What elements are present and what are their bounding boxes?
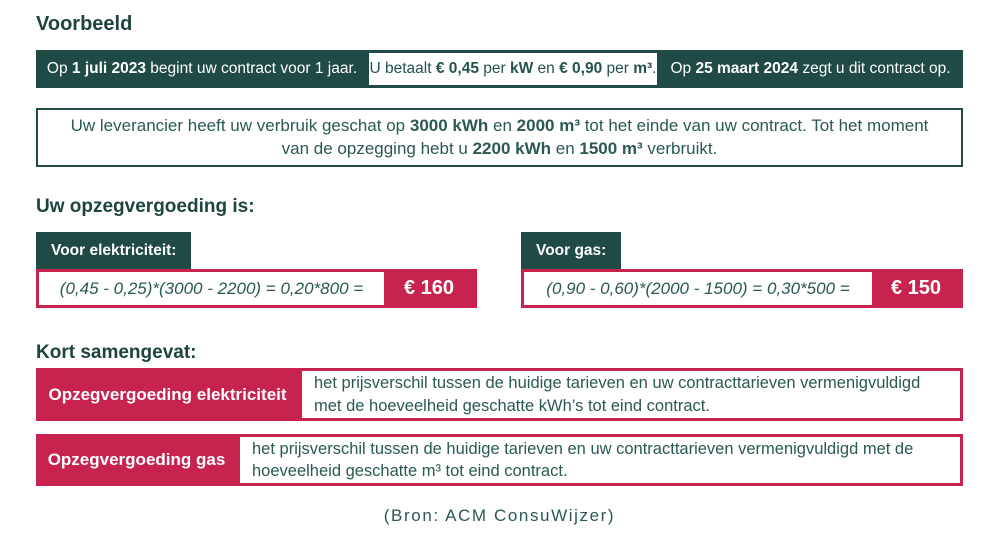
- gas-formula: (0,90 - 0,60)*(2000 - 1500) = 0,30*500 =: [546, 278, 850, 298]
- timeline-cancel-box: [658, 50, 963, 88]
- gas-result: € 150: [872, 272, 960, 305]
- timeline-bar: [36, 50, 963, 88]
- estimate-box: [36, 108, 963, 167]
- summary-description-gas: het prijsverschil tussen de huidige tarieven en uw contracttarieven vermenigvuldigd met de hoeveelheid geschatte m³ tot eind contract.: [237, 434, 963, 486]
- timeline-price-text: U betaalt € 0,45 per kW en € 0,90 per m³.: [369, 60, 657, 77]
- gas-formula-row: [521, 269, 963, 308]
- summary-row-electricity: [36, 368, 963, 421]
- page-title: Voorbeeld: [36, 13, 133, 35]
- timeline-start-text: Op 1 juli 2023 begint uw contract voor 1 jaar.: [46, 60, 358, 77]
- electricity-tab: [36, 232, 191, 269]
- summary-description-electricity: het prijsverschil tussen de huidige tarieven en uw contracttarieven vermenigvuldigd met de hoeveelheid geschatte kWh’s tot eind contract.: [299, 368, 963, 421]
- summary-label-gas: Opzegvergoeding gas: [36, 434, 237, 486]
- electricity-result: € 160: [384, 272, 474, 305]
- source-caption: (Bron: ACM ConsuWijzer): [383, 506, 616, 525]
- electricity-tab-label: Voor elektriciteit:: [51, 241, 177, 259]
- summary-label-electricity: Opzegvergoeding elektriciteit: [36, 368, 299, 421]
- fee-heading: Uw opzegvergoeding is:: [36, 196, 255, 217]
- gas-tab: [521, 232, 621, 269]
- timeline-start-box: [36, 50, 368, 88]
- summary-heading: Kort samengevat:: [36, 342, 197, 363]
- timeline-price-box: [368, 53, 658, 85]
- electricity-formula: (0,45 - 0,25)*(3000 - 2200) = 0,20*800 =: [59, 278, 364, 298]
- estimate-text: Uw leverancier heeft uw verbruik geschat op 3000 kWh en 2000 m³ tot het einde van uw contract. Tot het moment van de opzegging hebt u 2200 kWh en 1500 m³ verbruikt.: [70, 116, 929, 158]
- summary-row-gas: [36, 434, 963, 486]
- gas-tab-label: Voor gas:: [536, 241, 607, 259]
- timeline-cancel-text: Op 25 maart 2024 zegt u dit contract op.: [670, 60, 951, 77]
- electricity-formula-row: [36, 269, 477, 308]
